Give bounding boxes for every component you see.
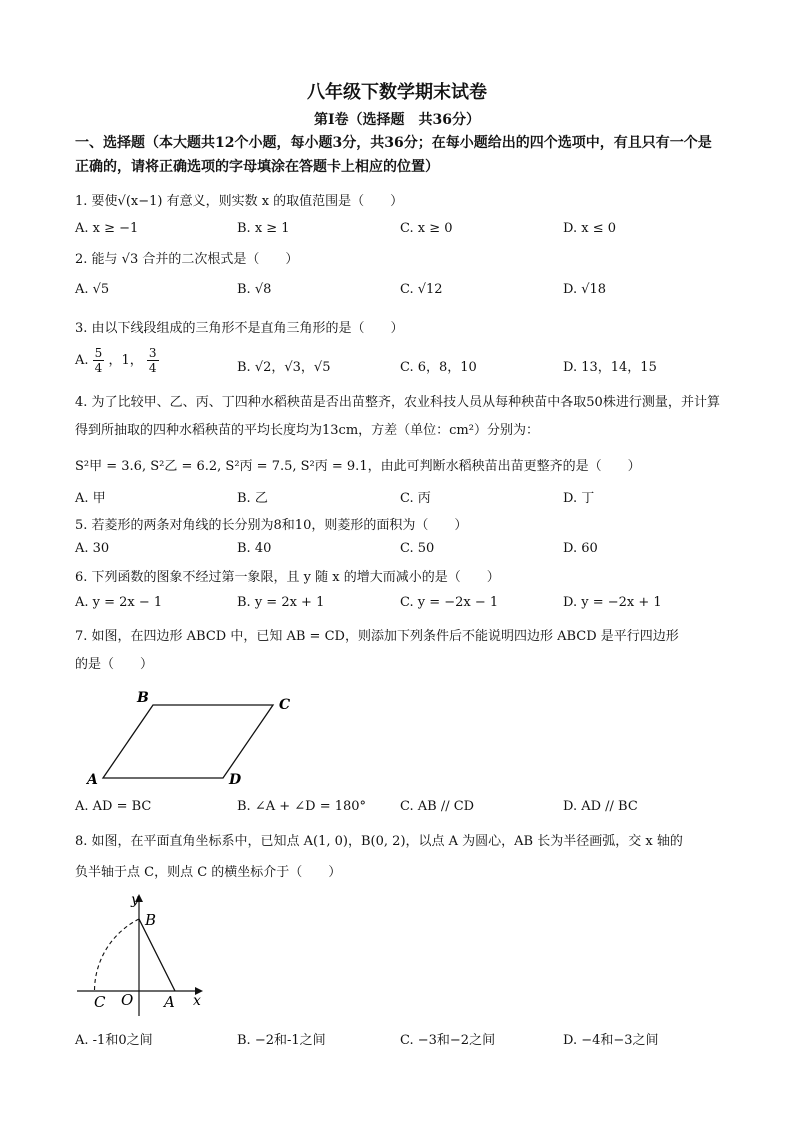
question-1-stem: 1. 要使√(x−1) 有意义，则实数 x 的取值范围是（ ）	[75, 194, 404, 209]
q6-option-b: B. y = 2x + 1	[237, 595, 325, 610]
q1-option-d: D. x ≤ 0	[563, 221, 616, 236]
coordinate-figure	[75, 890, 215, 1018]
dashed-arc	[95, 919, 140, 991]
q5-option-a: A. 30	[75, 541, 110, 556]
point-label-a: A	[164, 993, 175, 1011]
q4-option-d: D. 丁	[563, 491, 595, 506]
question-8-stem: 8. 如图，在平面直角坐标系中，已知点 A(1, 0)，B(0, 2)，以点 A 为圆心，AB 长为半径画弧，交 x 轴的	[75, 834, 683, 849]
q1-option-a: A. x ≥ −1	[75, 221, 139, 236]
axis-label-y: y	[131, 892, 139, 908]
question-5-stem: 5. 若菱形的两条对角线的长分别为8和10，则菱形的面积为（ ）	[75, 518, 468, 533]
fraction-3-4	[147, 346, 159, 375]
origin-label: O	[121, 991, 134, 1009]
q3-option-c: C. 6，8，10	[400, 360, 477, 375]
q5-option-d: D. 60	[563, 541, 598, 556]
q8-option-a: A. -1和0之间	[75, 1033, 153, 1048]
question-8-stem-cont: 负半轴于点 C，则点 C 的横坐标介于（ ）	[75, 865, 342, 880]
q8-option-c: C. −3和−2之间	[400, 1033, 496, 1048]
vertex-label-a: A	[87, 772, 98, 788]
q3-option-b: B. √2，√3，√5	[237, 360, 331, 375]
q3-option-a-label: A.	[75, 353, 89, 368]
q7-option-d: D. AD // BC	[563, 799, 638, 814]
section-heading: 一、选择题（本大题共12个小题，每小题3分，共36分；在每小题给出的四个选项中，有且只有一个是正确的，请将正确选项的字母填涂在答题卡上相应的位置）	[75, 135, 712, 175]
segment-ab	[139, 919, 175, 991]
axis-label-x: x	[193, 993, 201, 1009]
q4-option-c: C. 丙	[400, 491, 431, 506]
q7-option-a: A. AD = BC	[75, 799, 152, 814]
fraction-numerator: 5	[94, 346, 103, 360]
q3-option-a	[75, 346, 159, 375]
question-6-stem: 6. 下列函数的图象不经过第一象限，且 y 随 x 的增大而减小的是（ ）	[75, 570, 500, 585]
q2-option-d: D. √18	[563, 282, 607, 297]
fraction-denominator: 4	[94, 361, 103, 375]
fraction-numerator: 3	[148, 346, 157, 360]
q2-option-b: B. √8	[237, 282, 272, 297]
parallelogram-shape	[103, 705, 273, 778]
q1-option-c: C. x ≥ 0	[400, 221, 453, 236]
parallelogram-figure	[75, 686, 305, 790]
q7-option-b: B. ∠A + ∠D = 180°	[237, 799, 367, 814]
q4-option-b: B. 乙	[237, 491, 268, 506]
q5-option-c: C. 50	[400, 541, 435, 556]
q5-option-b: B. 40	[237, 541, 272, 556]
q3-option-d: D. 13，14，15	[563, 360, 657, 375]
question-4-variance-line: S²甲 = 3.6, S²乙 = 6.2, S²丙 = 7.5, S²丙 = 9.1，由此可判断水稻秧苗出苗更整齐的是（ ）	[75, 459, 641, 474]
fraction-5-4	[93, 346, 105, 375]
fraction-denominator: 4	[148, 361, 157, 375]
q1-option-b: B. x ≥ 1	[237, 221, 290, 236]
question-4-stem: 4. 为了比较甲、乙、丙、丁四种水稻秧苗是否出苗整齐，农业科技人员从每种秧苗中各取50株进行测量，并计算得到所抽取的四种水稻秧苗的平均长度均为13cm，方差（单位：cm²）分别为：	[75, 395, 720, 438]
q6-option-c: C. y = −2x − 1	[400, 595, 499, 610]
point-label-c: C	[94, 993, 106, 1011]
q4-option-a: A. 甲	[75, 491, 106, 506]
q8-option-b: B. −2和-1之间	[237, 1033, 326, 1048]
q2-option-a: A. √5	[75, 282, 110, 297]
q8-option-d: D. −4和−3之间	[563, 1033, 659, 1048]
question-7-stem: 7. 如图，在四边形 ABCD 中，已知 AB = CD，则添加下列条件后不能说明四边形 ABCD 是平行四边形	[75, 629, 679, 644]
point-label-b: B	[145, 911, 157, 929]
page-title: 八年级下数学期末试卷	[307, 82, 487, 103]
q2-option-c: C. √12	[400, 282, 443, 297]
question-3-stem: 3. 由以下线段组成的三角形不是直角三角形的是（ ）	[75, 321, 404, 336]
question-7-stem-cont: 的是（ ）	[75, 657, 154, 672]
q3-option-a-middle: ，1，	[108, 353, 143, 368]
q6-option-d: D. y = −2x + 1	[563, 595, 662, 610]
q6-option-a: A. y = 2x − 1	[75, 595, 163, 610]
vertex-label-d: D	[229, 772, 242, 788]
q7-option-c: C. AB // CD	[400, 799, 475, 814]
section-subtitle: 第Ⅰ卷（选择题 共36分）	[313, 112, 481, 128]
vertex-label-b: B	[137, 690, 149, 706]
vertex-label-c: C	[279, 697, 291, 713]
question-2-stem: 2. 能与 √3 合并的二次根式是（ ）	[75, 252, 299, 267]
